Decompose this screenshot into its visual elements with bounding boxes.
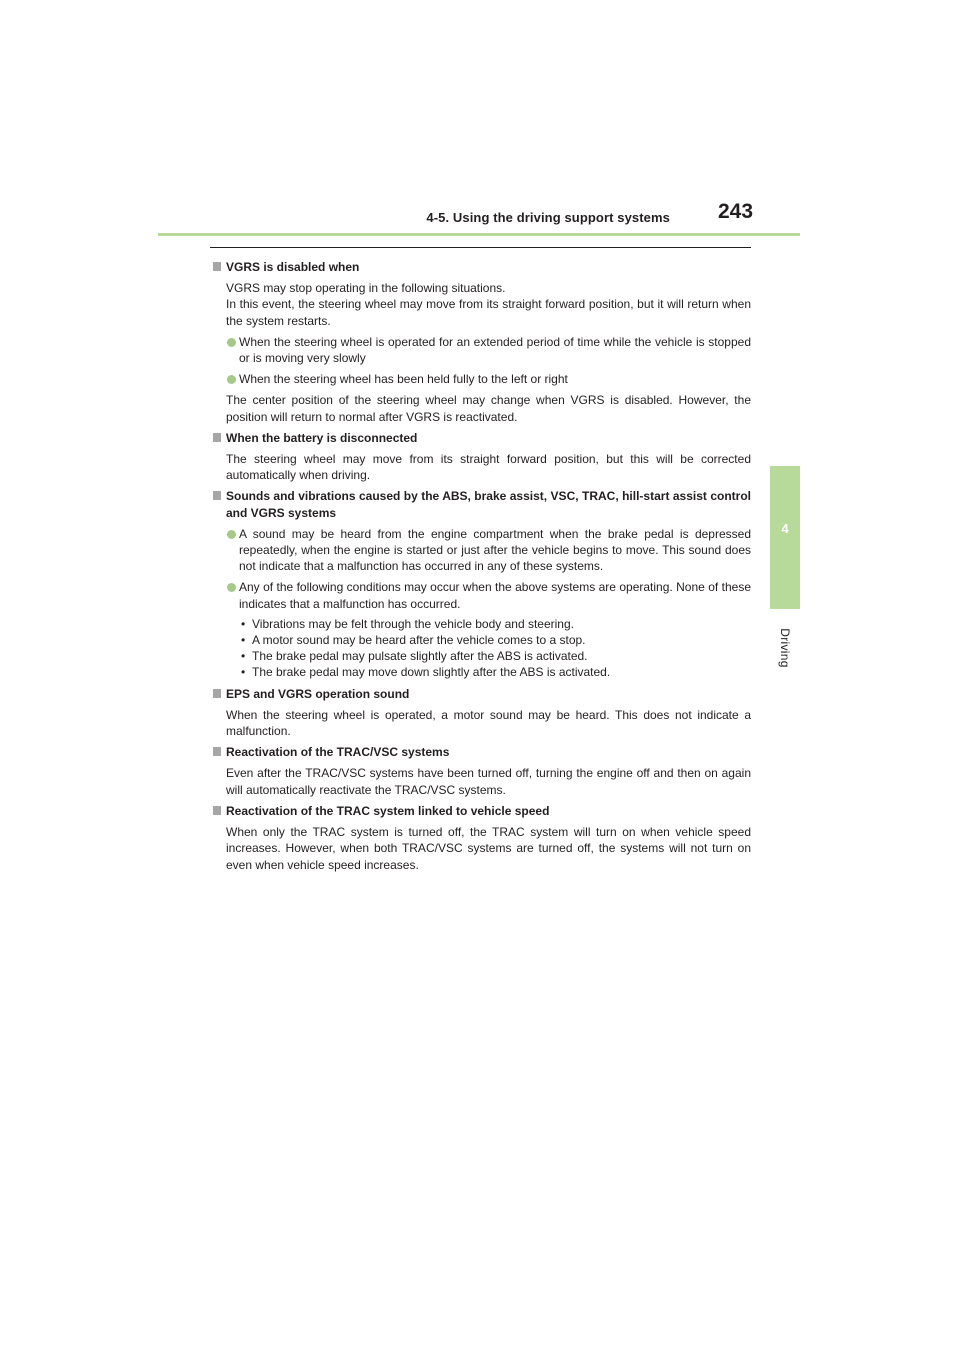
sub-bullet-marker: •	[241, 649, 246, 664]
list-item: Any of the following conditions may occur when the above systems are operating. None of these indicates that a malfunction has occurred. • Vibrations may be felt through the vehicle body and steering. • A motor sound may be heard after the vehicle comes to a stop. • The brake pedal may pulsate slightly after the ABS is activated. • The brake pedal may move down slightly after the ABS is activated.	[212, 579, 751, 680]
section-eps-vgrs-sound	[212, 686, 751, 740]
chapter-label	[771, 619, 799, 677]
section-sounds-vibrations	[212, 488, 751, 680]
sub-bullet-marker: •	[241, 665, 246, 680]
sub-bullet-marker: •	[241, 616, 246, 631]
chapter-label-text: Driving	[778, 628, 792, 668]
sub-list	[239, 616, 751, 681]
section-title: 4-5. Using the driving support systems	[426, 210, 670, 225]
sub-list-item: • The brake pedal may move down slightly after the ABS is activated.	[241, 665, 611, 680]
content-divider	[210, 247, 751, 248]
circle-bullet-icon	[227, 583, 236, 592]
square-bullet-icon	[213, 262, 221, 271]
section-heading: VGRS is disabled when	[212, 259, 751, 275]
list-item: When the steering wheel is operated for an extended period of time while the vehicle is stopped or is moving very slowly	[212, 334, 751, 366]
section-heading: Sounds and vibrations caused by the ABS, brake assist, VSC, TRAC, hill-start assist control and VGRS systems	[212, 488, 751, 520]
paragraph: Even after the TRAC/VSC systems have been turned off, turning the engine off and then on again will automatically reactivate the TRAC/VSC systems.	[226, 766, 751, 797]
section-trac-vsc-reactivation	[212, 744, 751, 798]
square-bullet-icon	[213, 806, 221, 815]
paragraph: When the steering wheel is operated, a motor sound may be heard. This does not indicate a malfunction.	[226, 707, 751, 739]
circle-bullet-icon	[227, 375, 236, 384]
header-divider	[158, 233, 800, 236]
sub-bullet-marker: •	[241, 633, 246, 648]
paragraph: The steering wheel may move from its straight forward position, but this will be corrected automatically when driving.	[226, 452, 751, 483]
square-bullet-icon	[213, 689, 221, 698]
paragraph: The center position of the steering wheel may change when VGRS is disabled. However, the position will return to normal after VGRS is reactivated.	[226, 393, 751, 424]
square-bullet-icon	[213, 747, 221, 756]
section-battery-disconnected	[212, 430, 751, 484]
square-bullet-icon	[213, 491, 221, 500]
circle-bullet-icon	[227, 338, 236, 347]
paragraph: VGRS may stop operating in the following situations. In this event, the steering wheel may move from its straight forward position, but it will return when the system restarts.	[226, 281, 751, 328]
section-trac-speed-reactivation	[212, 803, 751, 873]
sub-list-item: • Vibrations may be felt through the vehicle body and steering.	[241, 616, 574, 631]
page-number: 243	[718, 200, 754, 223]
chapter-tab[interactable]: 4	[770, 466, 800, 609]
sub-list-item: • A motor sound may be heard after the vehicle comes to a stop.	[241, 633, 586, 648]
section-heading: Reactivation of the TRAC system linked to vehicle speed	[212, 803, 751, 819]
circle-bullet-icon	[227, 530, 236, 539]
main-content	[212, 259, 751, 878]
section-heading: Reactivation of the TRAC/VSC systems	[212, 744, 751, 760]
section-heading: When the battery is disconnected	[212, 430, 751, 446]
section-heading: EPS and VGRS operation sound	[212, 686, 751, 702]
list-item: A sound may be heard from the engine compartment when the brake pedal is depressed repeatedly, when the engine is started or just after the vehicle begins to move. This sound does not indicate that a malfunction has occurred in any of these systems.	[212, 526, 751, 575]
sub-list-item: • The brake pedal may pulsate slightly after the ABS is activated.	[241, 649, 588, 664]
paragraph: When only the TRAC system is turned off, the TRAC system will turn on when vehicle speed increases. However, when both TRAC/VSC systems are turned off, the systems will not turn on even when vehicle speed increases.	[226, 825, 751, 872]
square-bullet-icon	[213, 433, 221, 442]
list-item: When the steering wheel has been held fully to the left or right	[212, 371, 751, 387]
section-vgrs-disabled	[212, 259, 751, 425]
